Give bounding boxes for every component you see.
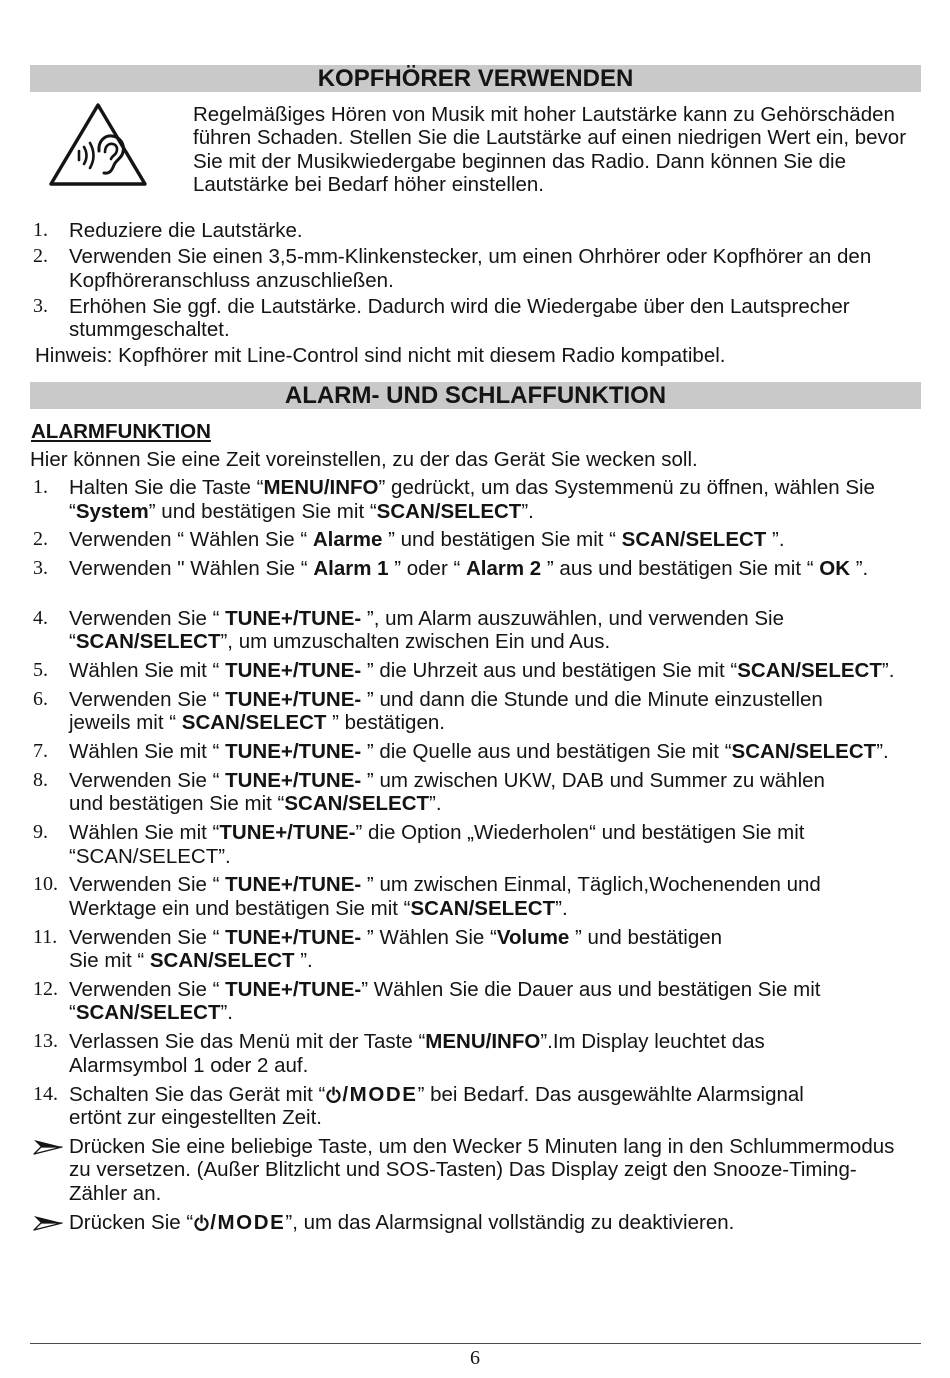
text-line bbox=[69, 688, 950, 712]
step-item bbox=[0, 659, 950, 683]
text-line bbox=[69, 219, 950, 243]
text-run: ” aus und bestätigen Sie mit “ bbox=[541, 557, 820, 581]
bold-term: Alarm 1 bbox=[313, 557, 389, 581]
bold-term: TUNE+/TUNE- bbox=[225, 925, 362, 949]
text-line bbox=[69, 245, 950, 269]
text-run: ” die Uhrzeit aus und bestätigen Sie mit “ bbox=[361, 658, 738, 682]
text-run: Wählen Sie mit “ bbox=[69, 821, 220, 845]
step-item bbox=[0, 821, 950, 868]
headphone-step-list bbox=[0, 219, 950, 342]
bold-term: TUNE+/TUNE- bbox=[225, 768, 362, 792]
warning-line: Regelmäßiges Hören von Musik mit hoher Lautstärke kann zu Gehörschäden bbox=[193, 103, 895, 126]
text-line bbox=[69, 1106, 950, 1130]
text-run: ” und bestätigen Sie mit “ bbox=[148, 499, 377, 523]
step-number: 10. bbox=[33, 873, 58, 896]
bold-term: SCAN/SELECT bbox=[75, 1001, 221, 1025]
step-item bbox=[0, 607, 950, 654]
headphone-steps bbox=[0, 219, 950, 368]
bold-term: SCAN/SELECT bbox=[410, 896, 556, 920]
text-run: ”. bbox=[220, 1001, 234, 1025]
bold-term: Alarm 2 bbox=[466, 557, 542, 581]
text-run: stummgeschaltet. bbox=[69, 318, 230, 341]
text-run: ” Wählen Sie “ bbox=[361, 925, 497, 949]
text-line bbox=[69, 1135, 950, 1159]
text-run: ”. bbox=[881, 658, 895, 682]
bold-term: SCAN/SELECT bbox=[149, 949, 295, 973]
bold-term: SCAN/SELECT bbox=[621, 528, 767, 552]
text-run: Verwenden Sie einen 3,5-mm-Klinkenstecker, um einen Ohrhörer oder Kopfhörer an den bbox=[69, 245, 872, 268]
text-line bbox=[69, 949, 950, 973]
step-item bbox=[0, 926, 950, 973]
text-run: “ bbox=[69, 630, 76, 654]
text-line bbox=[69, 557, 950, 581]
text-run: Schalten Sie das Gerät mit “ bbox=[69, 1082, 326, 1106]
bold-term: MENU/INFO bbox=[263, 476, 379, 499]
step-item bbox=[0, 688, 950, 735]
text-line bbox=[69, 821, 950, 845]
text-run: Werktage ein und bestätigen Sie mit “ bbox=[69, 896, 411, 920]
text-run: “ bbox=[69, 1001, 76, 1025]
text-run: ” bei Bedarf. Das ausgewählte Alarmsignal bbox=[417, 1082, 804, 1106]
text-run: ” und bestätigen bbox=[569, 925, 723, 949]
step-item bbox=[0, 1030, 950, 1077]
warning-line: Lautstärke bei Bedarf höher einstellen. bbox=[193, 173, 545, 197]
power-icon bbox=[326, 1086, 341, 1103]
text-run: Verwenden Sie “ bbox=[69, 873, 226, 897]
text-run: ” um zwischen UKW, DAB und Summer zu wählen bbox=[361, 768, 825, 792]
text-run: ” und bestätigen Sie mit “ bbox=[382, 528, 622, 552]
step-number: 4. bbox=[33, 606, 48, 629]
text-line bbox=[69, 769, 950, 793]
bold-term: TUNE+/TUNE- bbox=[225, 658, 362, 682]
text-line bbox=[69, 1158, 950, 1182]
step-item bbox=[0, 769, 950, 816]
text-run: ”. bbox=[850, 557, 869, 581]
section-heading-alarm: ALARM- UND SCHLAFFUNKTION bbox=[30, 382, 921, 409]
text-line bbox=[69, 897, 950, 921]
step-number: 1. bbox=[33, 476, 48, 498]
bold-term: SCAN/SELECT bbox=[376, 499, 522, 523]
text-run: Sie mit “ bbox=[69, 949, 150, 973]
bold-term: SCAN/SELECT bbox=[284, 792, 430, 816]
step-number: 7. bbox=[33, 739, 48, 762]
step-item bbox=[0, 740, 950, 764]
text-run: Verwenden Sie “ bbox=[69, 768, 226, 792]
text-run: ” die Option „Wiederholen“ und bestätigen Sie mit bbox=[355, 821, 805, 845]
warning-line: Sie mit der Musikwiedergabe beginnen das Radio. Dann können Sie die bbox=[193, 149, 846, 173]
text-run: ”. bbox=[294, 949, 313, 973]
text-line bbox=[69, 845, 950, 869]
step-item bbox=[0, 245, 950, 292]
step-number: 3. bbox=[33, 294, 48, 317]
text-run: “SCAN/SELECT”. bbox=[69, 844, 231, 868]
step-number: 12. bbox=[33, 977, 58, 1000]
step-number: 13. bbox=[33, 1030, 58, 1053]
step-item bbox=[0, 1083, 950, 1130]
warning-line: führen Schaden. Stellen Sie die Lautstärke auf einen niedrigen Wert ein, bevor bbox=[193, 126, 907, 150]
bold-term: MENU/INFO bbox=[425, 1030, 541, 1054]
text-run: Kopfhöreranschluss anzuschließen. bbox=[69, 268, 394, 292]
text-run: Drücken Sie “ bbox=[69, 1210, 194, 1234]
text-line bbox=[69, 659, 950, 683]
bold-term: Alarme bbox=[312, 528, 383, 552]
step-item bbox=[0, 528, 950, 552]
text-run: ”.Im Display leuchtet das bbox=[540, 1030, 765, 1054]
bold-term: OK bbox=[819, 557, 850, 581]
step-number: 11. bbox=[33, 925, 58, 948]
footer-rule bbox=[30, 1343, 921, 1344]
step-item bbox=[0, 557, 950, 581]
step-item bbox=[0, 978, 950, 1025]
text-run: Verwenden Sie “ bbox=[69, 687, 226, 711]
text-run: ” bestätigen. bbox=[326, 711, 445, 735]
text-line bbox=[69, 978, 950, 1002]
text-run: Alarmsymbol 1 oder 2 auf. bbox=[69, 1053, 309, 1077]
bold-term: TUNE+/TUNE- bbox=[225, 977, 362, 1001]
bold-term: /MODE bbox=[342, 1082, 418, 1106]
text-run: Reduziere die Lautstärke. bbox=[69, 219, 303, 242]
text-run: “ bbox=[69, 499, 76, 523]
step-number: 2. bbox=[33, 528, 48, 551]
text-run: Erhöhen Sie ggf. die Lautstärke. Dadurch wird die Wiedergabe über den Lautsprecher bbox=[69, 294, 850, 318]
power-icon bbox=[194, 1214, 209, 1231]
text-run: ”. bbox=[521, 499, 534, 523]
step-item bbox=[0, 295, 950, 342]
bold-term: Volume bbox=[496, 925, 570, 949]
text-run: ”, um umzuschalten zwischen Ein und Aus. bbox=[220, 630, 611, 654]
text-line bbox=[69, 1030, 950, 1054]
text-run: ” und dann die Stunde und die Minute einzustellen bbox=[361, 687, 823, 711]
text-line bbox=[69, 711, 950, 735]
text-line bbox=[69, 630, 950, 654]
text-run: zu versetzen. (Außer Blitzlicht und SOS-Tasten) Das Display zeigt den Snooze-Timing- bbox=[69, 1158, 857, 1182]
step-item bbox=[0, 219, 950, 243]
text-line bbox=[69, 476, 950, 500]
text-line bbox=[69, 500, 950, 524]
text-run: Halten Sie die Taste “ bbox=[69, 476, 264, 499]
arrowhead-bullet-icon bbox=[33, 1215, 63, 1231]
text-run: Drücken Sie eine beliebige Taste, um den Wecker 5 Minuten lang in den Schlummermodus bbox=[69, 1134, 895, 1158]
compatibility-note: Hinweis: Kopfhörer mit Line-Control sind nicht mit diesem Radio kompatibel. bbox=[35, 344, 726, 367]
text-run: Verwenden Sie “ bbox=[69, 977, 226, 1001]
text-run: und bestätigen Sie mit “ bbox=[69, 792, 285, 816]
text-line bbox=[69, 792, 950, 816]
text-line bbox=[69, 1001, 950, 1025]
text-line bbox=[69, 740, 950, 764]
section-heading-headphones: KOPFHÖRER VERWENDEN bbox=[30, 65, 921, 92]
bold-term: TUNE+/TUNE- bbox=[225, 739, 362, 763]
text-line bbox=[69, 1211, 950, 1235]
text-run: Verwenden Sie “ bbox=[69, 925, 226, 949]
step-number: 9. bbox=[33, 821, 48, 844]
bold-term: TUNE+/TUNE- bbox=[225, 687, 362, 711]
text-line bbox=[69, 1182, 950, 1206]
page-number: 6 bbox=[470, 1347, 480, 1369]
text-run: Verwenden Sie “ bbox=[69, 606, 226, 630]
arrowhead-bullet-icon bbox=[33, 1139, 63, 1155]
text-run: jeweils mit “ bbox=[69, 711, 182, 735]
warning-paragraph bbox=[193, 103, 906, 197]
bold-term: SCAN/SELECT bbox=[75, 630, 221, 654]
hearing-damage-warning-icon bbox=[47, 101, 149, 189]
step-number: 6. bbox=[33, 687, 48, 710]
bold-term: TUNE+/TUNE- bbox=[219, 821, 356, 845]
alarm-intro: Hier können Sie eine Zeit voreinstellen, zu der das Gerät Sie wecken soll. bbox=[30, 448, 698, 471]
bold-term: /MODE bbox=[210, 1210, 286, 1234]
text-line bbox=[69, 926, 950, 950]
text-run: Verwenden " Wählen Sie “ bbox=[69, 557, 314, 581]
text-run: Wählen Sie mit “ bbox=[69, 739, 226, 763]
text-run: ”. bbox=[429, 792, 442, 816]
text-run: ” gedrückt, um das Systemmenü zu öffnen, wählen Sie bbox=[378, 476, 875, 499]
text-run: Verwenden “ Wählen Sie “ bbox=[69, 528, 313, 552]
text-run: Zähler an. bbox=[69, 1181, 162, 1205]
text-line bbox=[69, 1054, 950, 1078]
text-run: ”. bbox=[555, 896, 568, 920]
step-number: 8. bbox=[33, 768, 48, 791]
text-line bbox=[69, 1083, 950, 1107]
text-line bbox=[69, 295, 950, 319]
text-run: ”. bbox=[766, 528, 785, 552]
bullet-item bbox=[0, 1135, 950, 1206]
step-number: 1. bbox=[33, 219, 48, 241]
text-run: ” Wählen Sie die Dauer aus und bestätigen Sie mit bbox=[361, 977, 821, 1001]
step-number: 2. bbox=[33, 245, 48, 267]
text-run: ”, um Alarm auszuwählen, und verwenden Sie bbox=[361, 606, 784, 630]
text-run: ” oder “ bbox=[388, 557, 466, 581]
subheading-alarm-function: ALARMFUNKTION bbox=[31, 420, 211, 443]
text-line bbox=[69, 269, 950, 293]
bullet-item bbox=[0, 1211, 950, 1235]
text-run: ” die Quelle aus und bestätigen Sie mit “ bbox=[361, 739, 732, 763]
step-number: 5. bbox=[33, 658, 48, 681]
bold-term: SCAN/SELECT bbox=[181, 711, 327, 735]
step-number: 3. bbox=[33, 557, 48, 580]
bold-term: SCAN/SELECT bbox=[731, 739, 877, 763]
text-line bbox=[69, 528, 950, 552]
bold-term: System bbox=[75, 499, 149, 523]
step-item bbox=[0, 476, 950, 523]
step-item bbox=[0, 873, 950, 920]
text-line bbox=[69, 607, 950, 631]
text-run: ”. bbox=[876, 739, 889, 763]
text-line bbox=[69, 318, 950, 342]
text-run: ”, um das Alarmsignal vollständig zu deaktivieren. bbox=[285, 1210, 735, 1234]
text-run: Wählen Sie mit “ bbox=[69, 658, 226, 682]
text-run: Verlassen Sie das Menü mit der Taste “ bbox=[69, 1030, 426, 1054]
bold-term: TUNE+/TUNE- bbox=[225, 606, 362, 630]
text-line bbox=[69, 873, 950, 897]
bold-term: SCAN/SELECT bbox=[737, 658, 882, 682]
text-run: ertönt zur eingestellten Zeit. bbox=[69, 1106, 322, 1130]
alarm-steps bbox=[0, 476, 950, 1239]
step-number: 14. bbox=[33, 1082, 58, 1105]
bold-term: TUNE+/TUNE- bbox=[225, 873, 362, 897]
text-run: ” um zwischen Einmal, Täglich,Wochenenden und bbox=[361, 873, 821, 897]
